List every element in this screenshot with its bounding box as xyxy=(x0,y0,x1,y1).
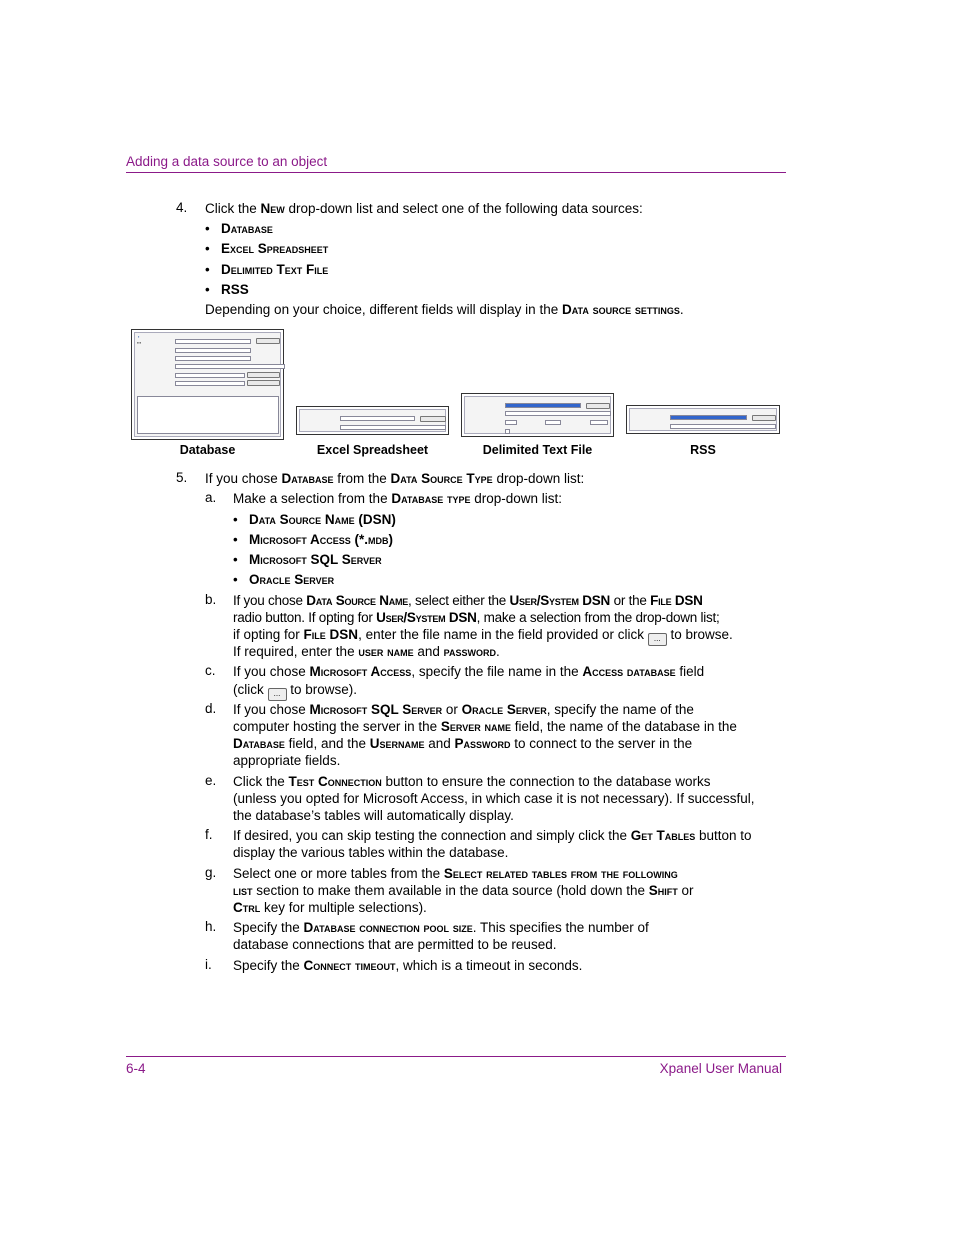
step4-note: Depending on your choice, different fields will display in the Data source settings. xyxy=(205,302,684,317)
substep-i-line: Specify the Connect timeout, which is a timeout in seconds. xyxy=(233,958,583,973)
substep-letter: c. xyxy=(205,663,216,678)
figure-caption: Excel Spreadsheet xyxy=(316,443,429,457)
browse-button-icon: ... xyxy=(648,633,667,646)
delimited-settings-screenshot xyxy=(461,393,614,437)
substep-e-line: the database’s tables will automatically display. xyxy=(233,808,514,823)
substep-letter: i. xyxy=(205,957,212,972)
substep-b-line: If you chose Data Source Name, select either the User/System DSN or the File DSN xyxy=(233,593,703,608)
step-number: 5. xyxy=(176,470,188,485)
substep-letter: d. xyxy=(205,701,217,716)
substep-e-line: Click the Test Connection button to ensure the connection to the database works xyxy=(233,774,711,789)
browse-button-icon: ... xyxy=(268,688,287,701)
substep-g-line: list section to make them available in the data source (hold down the Shift or xyxy=(233,883,694,898)
substep-c-line: (click ... to browse). xyxy=(233,681,357,701)
page-number: 6-4 xyxy=(126,1061,146,1076)
step5-text: If you chose Database from the Data Source Type drop-down list: xyxy=(205,471,585,486)
list-item: • Excel Spreadsheet xyxy=(205,241,329,256)
figure-caption: Database xyxy=(179,443,236,457)
substep-b-line: If required, enter the user name and password. xyxy=(233,644,500,659)
list-item: • Microsoft Access (*.mdb) xyxy=(233,532,393,547)
substep-f-line: display the various tables within the database. xyxy=(233,845,509,860)
substep-letter: h. xyxy=(205,919,217,934)
list-item: • Database xyxy=(205,221,273,236)
substep-a-text: Make a selection from the Database type drop-down list: xyxy=(233,491,563,506)
substep-e-line: (unless you opted for Microsoft Access, in which case it is not necessary). If successful, xyxy=(233,791,755,806)
substep-h-line: database connections that are permitted to be reused. xyxy=(233,937,557,952)
substep-d-line: Database field, and the Username and Password to connect to the server in the xyxy=(233,736,693,751)
list-item: • Oracle Server xyxy=(233,572,335,587)
list-item: • Microsoft SQL Server xyxy=(233,552,382,567)
running-header: Adding a data source to an object xyxy=(126,154,328,169)
step-number: 4. xyxy=(176,200,188,215)
figure-caption: Delimited Text File xyxy=(482,443,593,457)
substep-letter: g. xyxy=(205,865,217,880)
substep-d-line: computer hosting the server in the Server name field, the name of the database in the xyxy=(233,719,737,734)
database-settings-screenshot: ▪ ▪▪▪ xyxy=(131,329,284,440)
substep-b-line: if opting for File DSN, enter the file name in the field provided or click ... to browse. xyxy=(233,626,733,646)
substep-h-line: Specify the Database connection pool size. This specifies the number of xyxy=(233,920,649,935)
manual-title: Xpanel User Manual xyxy=(659,1061,782,1076)
substep-letter: e. xyxy=(205,773,217,788)
substep-letter: b. xyxy=(205,592,217,607)
list-item: • RSS xyxy=(205,282,249,297)
substep-c-line: If you chose Microsoft Access, specify the file name in the Access database field xyxy=(233,664,705,679)
substep-g-line: Select one or more tables from the Select related tables from the following xyxy=(233,866,678,881)
substep-d-line: appropriate fields. xyxy=(233,753,341,768)
list-item: • Delimited Text File xyxy=(205,262,329,277)
footer-rule xyxy=(126,1056,786,1057)
substep-f-line: If desired, you can skip testing the connection and simply click the Get Tables button to xyxy=(233,828,752,843)
substep-letter: f. xyxy=(205,827,213,842)
substep-letter: a. xyxy=(205,490,217,505)
substep-b-line: radio button. If opting for User/System DSN, make a selection from the drop-down list; xyxy=(233,610,720,625)
step4-text: Click the New drop-down list and select one of the following data sources: xyxy=(205,201,643,216)
list-item: • Data Source Name (DSN) xyxy=(233,512,396,527)
substep-d-line: If you chose Microsoft SQL Server or Oracle Server, specify the name of the xyxy=(233,702,694,717)
substep-g-line: Ctrl key for multiple selections). xyxy=(233,900,427,915)
rss-settings-screenshot xyxy=(626,405,780,434)
figure-caption: RSS xyxy=(690,443,716,457)
header-rule xyxy=(126,172,786,173)
excel-settings-screenshot xyxy=(296,406,449,435)
